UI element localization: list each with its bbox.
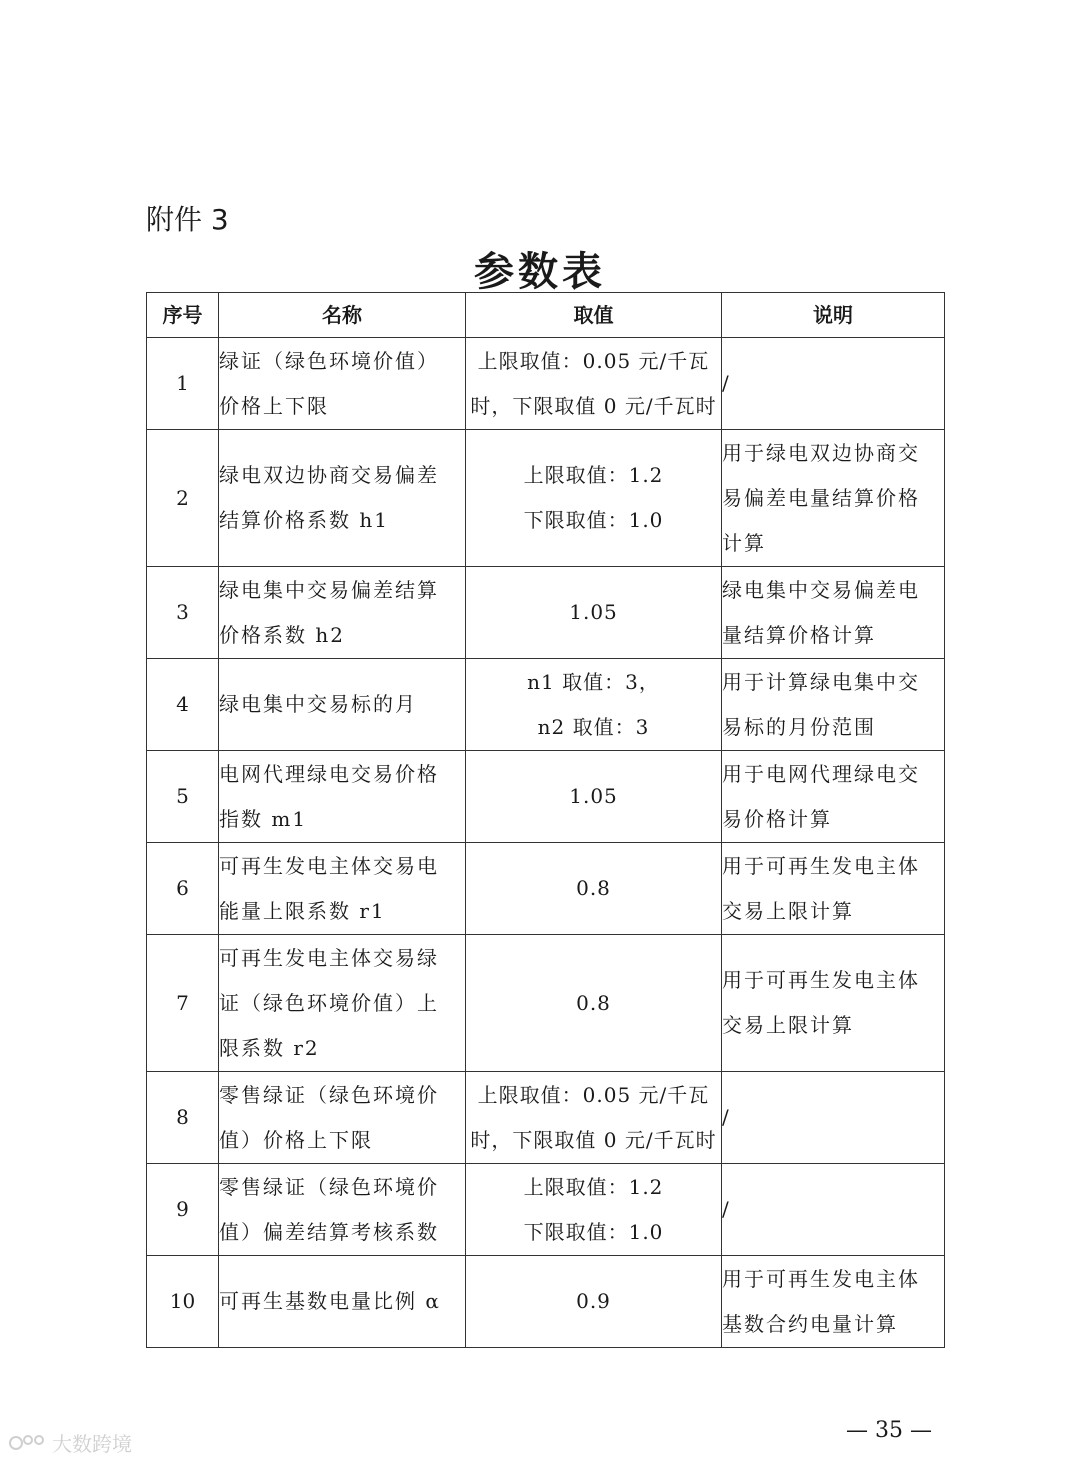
row-number: 9 bbox=[147, 1164, 219, 1256]
param-value bbox=[466, 338, 722, 430]
param-note bbox=[722, 659, 945, 751]
column-header-name: 名称 bbox=[219, 293, 466, 338]
param-value bbox=[466, 430, 722, 567]
param-note-line: / bbox=[722, 1105, 731, 1129]
param-name bbox=[219, 1164, 466, 1256]
param-value-line: 时，下限取值 0 元/千瓦时 bbox=[470, 393, 717, 418]
param-note-line: 交易上限计算 bbox=[722, 1013, 854, 1037]
param-name-line: 零售绿证（绿色环境价 bbox=[219, 1174, 439, 1199]
param-value-line: 上限取值：0.05 元/千瓦 bbox=[477, 1082, 710, 1107]
param-name-line: 零售绿证（绿色环境价 bbox=[219, 1082, 439, 1107]
param-name bbox=[219, 430, 466, 567]
param-note-line: 用于可再生发电主体 bbox=[722, 1266, 920, 1291]
param-value bbox=[466, 751, 722, 843]
param-note-line: 用于电网代理绿电交 bbox=[722, 761, 920, 786]
row-number: 6 bbox=[147, 843, 219, 935]
param-note bbox=[722, 751, 945, 843]
param-note bbox=[722, 843, 945, 935]
param-value-line: 上限取值：1.2 bbox=[523, 1174, 664, 1199]
table-row bbox=[147, 659, 945, 751]
param-name-line: 能量上限系数 r1 bbox=[219, 898, 386, 923]
param-value bbox=[466, 659, 722, 751]
page-number: — 35 — bbox=[846, 1418, 932, 1443]
param-note bbox=[722, 1072, 945, 1164]
param-note-line: 计算 bbox=[722, 530, 766, 555]
param-value-line: 下限取值：1.0 bbox=[523, 508, 664, 532]
param-name bbox=[219, 1256, 466, 1348]
param-name-line: 结算价格系数 h1 bbox=[219, 508, 389, 532]
param-note bbox=[722, 430, 945, 567]
param-name bbox=[219, 1072, 466, 1164]
table-row bbox=[147, 935, 945, 1072]
param-note-line: 量结算价格计算 bbox=[722, 622, 876, 647]
param-note-line: 用于绿电双边协商交 bbox=[722, 440, 920, 465]
param-value-line: 上限取值：0.05 元/千瓦 bbox=[477, 348, 710, 373]
param-value-line: 下限取值：1.0 bbox=[523, 1219, 664, 1244]
param-note bbox=[722, 567, 945, 659]
param-name-line: 电网代理绿电交易价格 bbox=[219, 761, 439, 786]
table-row bbox=[147, 751, 945, 843]
column-header-note: 说明 bbox=[722, 293, 945, 338]
param-note-line: 交易上限计算 bbox=[722, 898, 854, 923]
param-value bbox=[466, 567, 722, 659]
table-header-row bbox=[147, 293, 945, 338]
param-name-line: 价格系数 h2 bbox=[219, 622, 345, 647]
param-note bbox=[722, 1164, 945, 1256]
row-number: 3 bbox=[147, 567, 219, 659]
param-note-line: 用于计算绿电集中交 bbox=[722, 669, 920, 694]
param-name-line: 证（绿色环境价值）上 bbox=[219, 990, 439, 1015]
param-name-line: 绿证（绿色环境价值） bbox=[219, 348, 439, 373]
param-value-line: 0.8 bbox=[576, 990, 611, 1015]
param-name-line: 可再生基数电量比例 α bbox=[219, 1289, 441, 1313]
param-name-line: 限系数 r2 bbox=[219, 1035, 320, 1060]
row-number: 8 bbox=[147, 1072, 219, 1164]
param-note-line: 易偏差电量结算价格 bbox=[722, 485, 920, 510]
param-note-line: 用于可再生发电主体 bbox=[722, 968, 920, 992]
param-note-line: 易价格计算 bbox=[722, 806, 832, 831]
param-note bbox=[722, 1256, 945, 1348]
param-name-line: 绿电双边协商交易偏差 bbox=[219, 463, 439, 487]
param-name bbox=[219, 935, 466, 1072]
param-note bbox=[722, 935, 945, 1072]
param-value bbox=[466, 1164, 722, 1256]
param-name bbox=[219, 659, 466, 751]
param-value-line: n1 取值：3， bbox=[527, 669, 660, 694]
param-name bbox=[219, 751, 466, 843]
param-note-line: 易标的月份范围 bbox=[722, 714, 876, 739]
attachment-label: 附件 3 bbox=[146, 203, 229, 236]
param-value-line: n2 取值：3 bbox=[537, 714, 650, 739]
param-value-line: 1.05 bbox=[569, 784, 618, 808]
table-row bbox=[147, 567, 945, 659]
param-note-line: / bbox=[722, 371, 731, 395]
param-name bbox=[219, 567, 466, 659]
param-name-line: 绿电集中交易标的月 bbox=[219, 692, 417, 716]
param-note-line: 基数合约电量计算 bbox=[722, 1311, 898, 1336]
param-note bbox=[722, 338, 945, 430]
column-header-value: 取值 bbox=[466, 293, 722, 338]
param-value bbox=[466, 843, 722, 935]
table-row bbox=[147, 1164, 945, 1256]
watermark-text: 大数跨境 bbox=[52, 1432, 132, 1456]
param-value-line: 0.8 bbox=[576, 876, 611, 900]
param-name-line: 值）价格上下限 bbox=[219, 1127, 373, 1152]
row-number: 5 bbox=[147, 751, 219, 843]
param-value-line: 时，下限取值 0 元/千瓦时 bbox=[470, 1127, 717, 1152]
param-name-line: 价格上下限 bbox=[219, 393, 329, 418]
row-number: 7 bbox=[147, 935, 219, 1072]
param-value-line: 1.05 bbox=[569, 600, 618, 624]
param-value bbox=[466, 935, 722, 1072]
param-note-line: 绿电集中交易偏差电 bbox=[722, 577, 920, 602]
table-row bbox=[147, 1256, 945, 1348]
param-name-line: 可再生发电主体交易绿 bbox=[219, 945, 439, 970]
watermark bbox=[8, 1428, 132, 1457]
row-number: 1 bbox=[147, 338, 219, 430]
row-number: 4 bbox=[147, 659, 219, 751]
param-note-line: 用于可再生发电主体 bbox=[722, 853, 920, 878]
parameter-table bbox=[146, 292, 945, 1348]
watermark-logo-icon bbox=[8, 1431, 48, 1455]
param-name-line: 可再生发电主体交易电 bbox=[219, 853, 439, 878]
param-name-line: 指数 m1 bbox=[219, 806, 308, 831]
table-row bbox=[147, 843, 945, 935]
column-header-number: 序号 bbox=[147, 293, 219, 338]
table-row bbox=[147, 430, 945, 567]
param-name-line: 绿电集中交易偏差结算 bbox=[219, 577, 439, 602]
param-value bbox=[466, 1072, 722, 1164]
param-name-line: 值）偏差结算考核系数 bbox=[219, 1219, 439, 1244]
page-title: 参数表 bbox=[474, 249, 606, 295]
param-name bbox=[219, 338, 466, 430]
table-row bbox=[147, 338, 945, 430]
param-note-line: / bbox=[722, 1197, 731, 1221]
param-value-line: 上限取值：1.2 bbox=[523, 463, 664, 487]
param-value-line: 0.9 bbox=[576, 1289, 611, 1313]
row-number: 2 bbox=[147, 430, 219, 567]
param-name bbox=[219, 843, 466, 935]
table-row bbox=[147, 1072, 945, 1164]
row-number: 10 bbox=[147, 1256, 219, 1348]
param-value bbox=[466, 1256, 722, 1348]
